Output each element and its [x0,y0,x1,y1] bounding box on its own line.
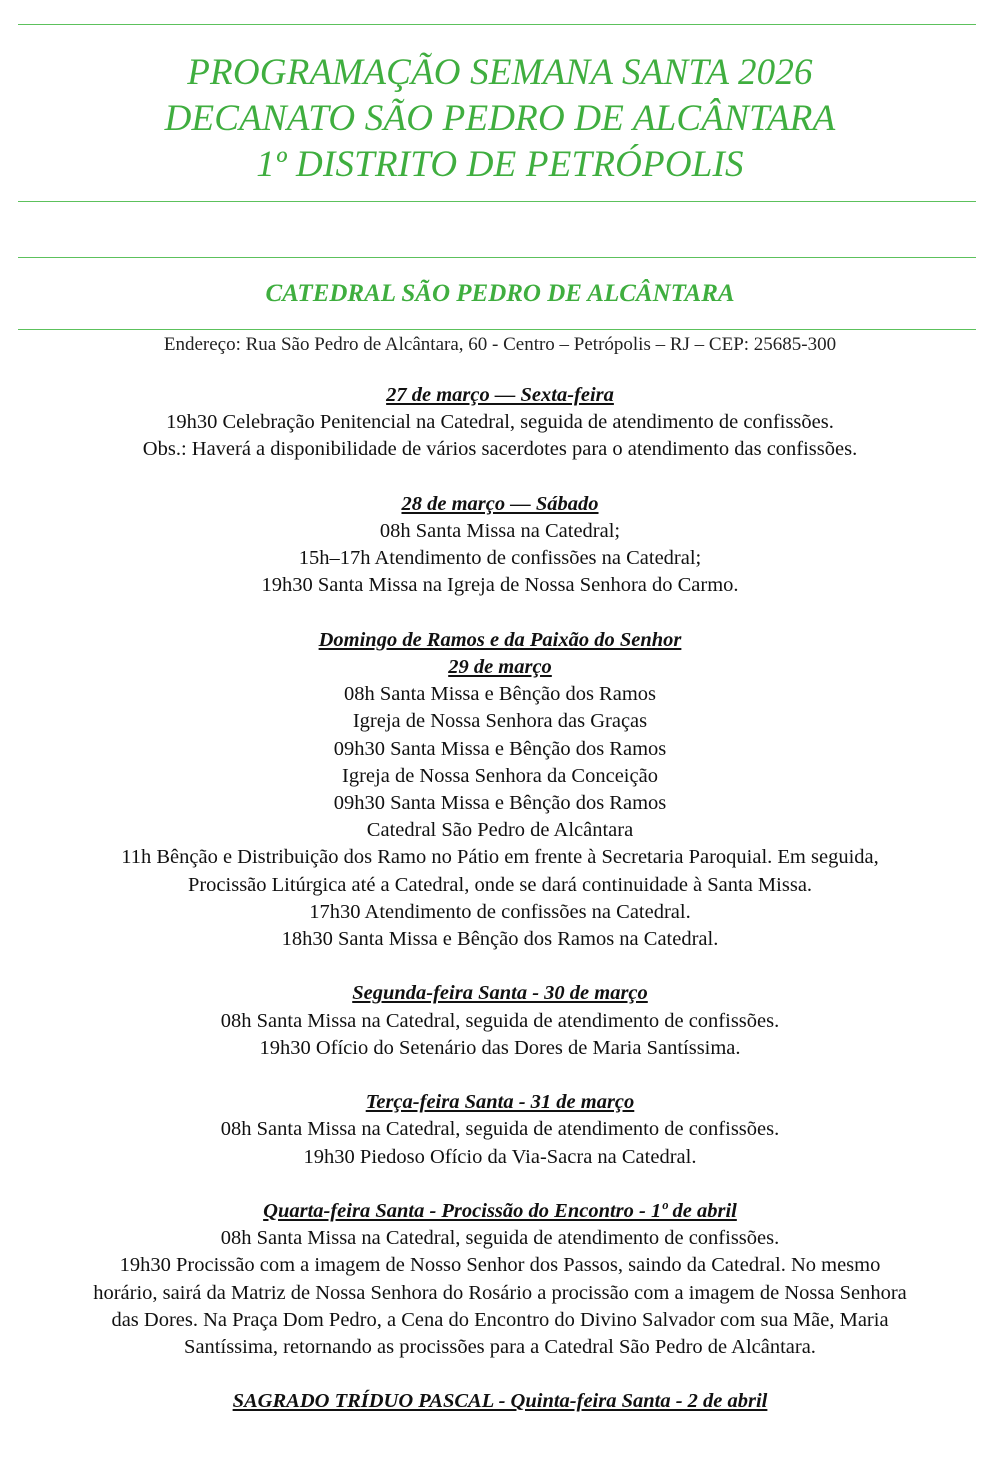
day-heading-text: Terça-feira Santa - 31 de março [365,1091,635,1114]
title-bottom-rule [18,201,976,202]
schedule-line: 08h Santa Missa na Catedral, seguida de atendimento de confissões. [220,1118,780,1141]
schedule-line: Santíssima, retornando as procissões para a Catedral São Pedro de Alcântara. [184,1336,816,1359]
schedule-line: Obs.: Haverá a disponibilidade de vários sacerdotes para o atendimento das confissões. [142,438,858,461]
schedule-line: 09h30 Santa Missa e Bênção dos Ramos [333,737,667,760]
schedule-line: 08h Santa Missa na Catedral; [379,520,621,542]
day-heading [0,1089,1000,1116]
schedule-line: Igreja de Nossa Senhora da Conceição [342,764,658,787]
schedule-line: Procissão Litúrgica até a Catedral, onde se dará continuidade à Santa Missa. [187,873,813,896]
schedule-line: 08h Santa Missa e Bênção dos Ramos [343,683,656,706]
schedule-line: 18h30 Santa Missa e Bênção dos Ramos na Catedral. [281,928,719,951]
title-line: 1º DISTRITO DE PETRÓPOLIS [256,144,744,185]
document-title [0,50,1000,188]
day-heading [0,980,1000,1007]
day-block [0,382,1000,464]
schedule-line: 08h Santa Missa na Catedral, seguida de atendimento de confissões. [220,1227,780,1250]
day-heading-text: SAGRADO TRÍDUO PASCAL - Quinta-feira Santa - 2 de abril [232,1390,768,1413]
schedule-line: 19h30 Santa Missa na Igreja de Nossa Senhora do Carmo. [261,574,739,597]
day-block [0,1388,1000,1415]
day-heading [0,382,1000,409]
title-line: DECANATO SÃO PEDRO DE ALCÂNTARA [164,98,836,139]
section-bottom-rule [18,329,976,330]
schedule-line: 19h30 Ofício do Setenário das Dores de Maria Santíssima. [259,1036,741,1059]
schedule [0,382,1000,1416]
schedule-line: Catedral São Pedro de Alcântara [366,819,634,842]
schedule-line: 09h30 Santa Missa e Bênção dos Ramos [333,792,667,815]
day-heading-text: Quarta-feira Santa - Procissão do Encontro - 1º de abril [263,1200,737,1223]
day-heading [0,1198,1000,1225]
title-line: PROGRAMAÇÃO SEMANA SANTA 2026 [187,52,813,93]
schedule-line: 19h30 Piedoso Ofício da Via-Sacra na Catedral. [303,1145,697,1168]
top-rule [18,24,976,25]
day-block [0,980,1000,1062]
schedule-line: 11h Bênção e Distribuição dos Ramo no Pátio em frente à Secretaria Paroquial. Em seguida, [121,846,879,869]
day-heading [0,1388,1000,1415]
day-block [0,491,1000,600]
day-heading [0,627,1000,654]
day-block [0,627,1000,953]
section-heading: CATEDRAL SÃO PEDRO DE ALCÂNTARA [265,280,735,307]
day-block [0,1198,1000,1361]
day-block [0,1089,1000,1171]
day-heading [0,491,1000,518]
schedule-line: 17h30 Atendimento de confissões na Catedral. [309,900,691,923]
day-heading [0,654,1000,681]
schedule-line: 15h–17h Atendimento de confissões na Catedral; [298,547,702,570]
schedule-line: Igreja de Nossa Senhora das Graças [352,710,648,733]
day-heading-text: 28 de março — Sábado [401,492,599,515]
day-heading-text: 27 de março — Sexta-feira [386,384,614,406]
schedule-line: 19h30 Celebração Penitencial na Catedral, seguida de atendimento de confissões. [166,411,834,434]
schedule-line: horário, sairá da Matriz de Nossa Senhora do Rosário a procissão com a imagem de Nossa Senhora [93,1281,907,1304]
schedule-line: das Dores. Na Praça Dom Pedro, a Cena do Encontro do Divino Salvador com sua Mãe, Maria [111,1308,889,1331]
schedule-line: 19h30 Procissão com a imagem de Nosso Senhor dos Passos, saindo da Catedral. No mesmo [119,1254,881,1277]
day-heading-text: 29 de março [448,656,552,678]
section-top-rule [18,257,976,258]
day-heading-text: Domingo de Ramos e da Paixão do Senhor [318,628,682,651]
schedule-line: 08h Santa Missa na Catedral, seguida de atendimento de confissões. [220,1009,780,1032]
address-line: Endereço: Rua São Pedro de Alcântara, 60 - Centro – Petrópolis – RJ – CEP: 25685-300 [163,334,837,355]
day-heading-text: Segunda-feira Santa - 30 de março [352,982,648,1005]
